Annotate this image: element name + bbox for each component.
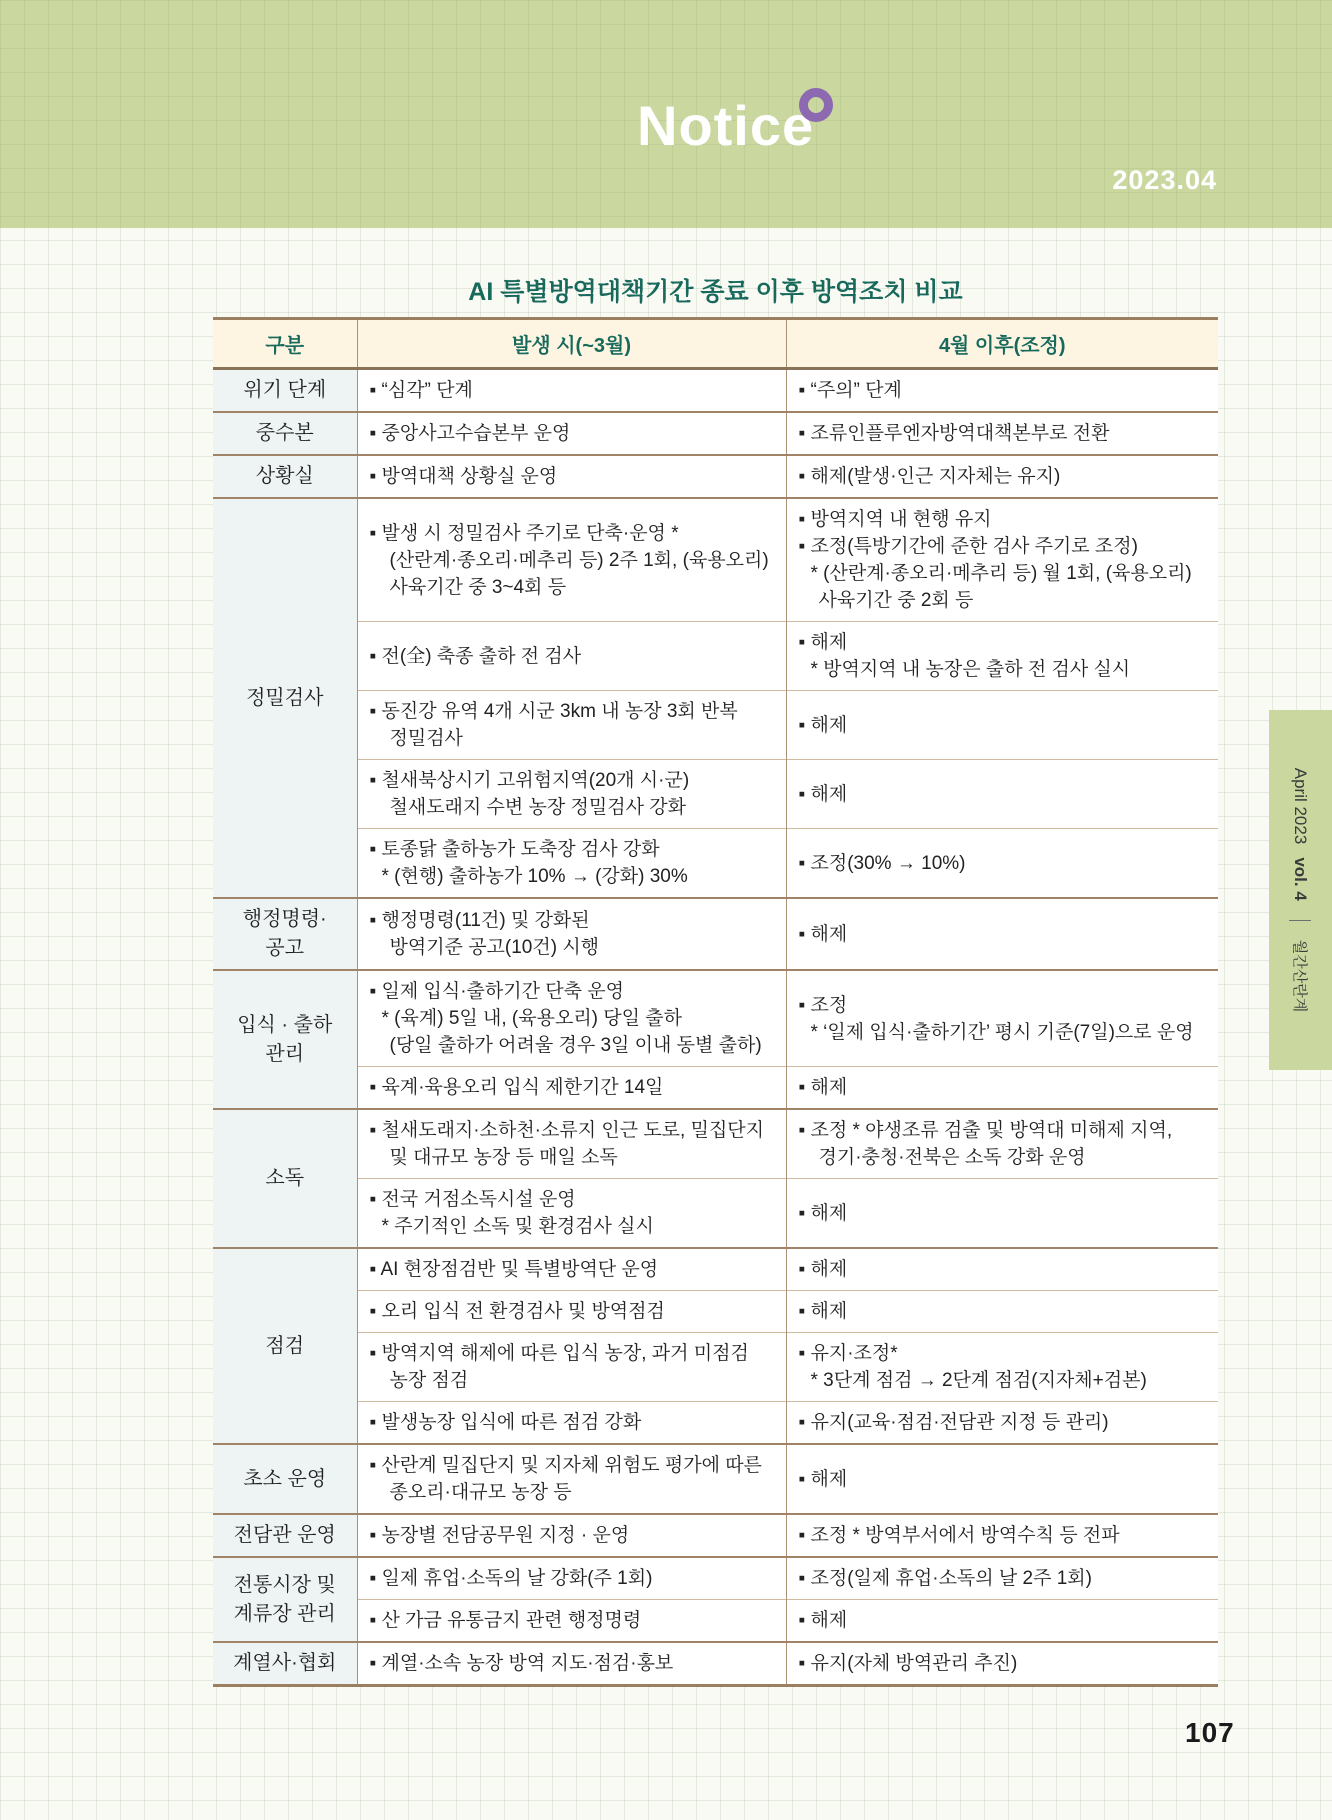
comparison-table — [213, 317, 1218, 1687]
category-cell — [213, 1248, 357, 1444]
category-cell — [213, 1109, 357, 1248]
table-row — [213, 898, 1218, 970]
col-header-before: 발생 시(~3월) — [357, 319, 786, 369]
after-measure-cell — [786, 1067, 1218, 1110]
category-cell — [213, 369, 357, 413]
after-measure-cell — [786, 455, 1218, 498]
text-line: 사육기간 중 2회 등 — [818, 590, 974, 611]
table-row — [213, 970, 1218, 1067]
after-measure-cell — [786, 1557, 1218, 1600]
category-label: 상황실 — [255, 465, 314, 487]
before-measure-cell — [357, 970, 786, 1067]
category-label: 행정명령· — [242, 908, 327, 930]
text-line: * (육계) 5일 내, (육용오리) 당일 출하 — [381, 1008, 682, 1029]
text-line: 및 대규모 농장 등 매일 소독 — [389, 1147, 618, 1168]
text-line: ▪ 조정(특방기간에 준한 검사 주기로 조정) — [798, 536, 1138, 557]
text-line: ▪ 조정(일제 휴업·소독의 날 2주 1회) — [798, 1568, 1092, 1589]
text-line: ▪ 발생농장 입식에 따른 점검 강화 — [369, 1412, 642, 1433]
table-row — [213, 1600, 1218, 1643]
text-line: ▪ 일제 입식·출하기간 단축 운영 — [369, 981, 624, 1002]
category-cell — [213, 898, 357, 970]
text-line: ▪ 해제 — [798, 714, 848, 736]
side-tab-divider — [1290, 920, 1312, 921]
category-cell — [213, 1642, 357, 1686]
category-label: 관리 — [265, 1042, 305, 1065]
text-line: 방역기준 공고(10건) 시행 — [389, 937, 600, 958]
table-row — [213, 455, 1218, 498]
text-line: ▪ 해제 — [798, 1301, 848, 1322]
text-line: ▪ 중앙사고수습본부 운영 — [369, 423, 571, 444]
before-measure-cell — [357, 1642, 786, 1686]
notice-logo: Notice — [637, 94, 815, 157]
text-line: (산란계·종오리·메추리 등) 2주 1회, (육용오리) — [389, 549, 769, 571]
text-line: ▪ 해제(발생·인근 지자체는 유지) — [798, 466, 1061, 487]
category-label: 정밀검사 — [246, 686, 324, 709]
category-label: 점검 — [265, 1334, 305, 1357]
after-measure-cell — [786, 1333, 1218, 1402]
before-measure-cell — [357, 1557, 786, 1600]
text-line: ▪ 일제 휴업·소독의 날 강화(주 1회) — [369, 1568, 653, 1589]
text-line: ▪ 방역대책 상황실 운영 — [369, 466, 558, 487]
text-line: ▪ 육계·육용오리 입식 제한기간 14일 — [369, 1077, 664, 1098]
page-header — [0, 0, 1332, 228]
text-line: 종오리·대규모 농장 등 — [389, 1482, 572, 1503]
text-line: ▪ 계열·소속 농장 방역 지도·점검·홍보 — [369, 1653, 674, 1674]
text-line: 정밀검사 — [389, 728, 463, 749]
text-line: ▪ 유지(교육·점검·전담관 지정 등 관리) — [798, 1412, 1109, 1433]
side-tab-magazine: 월간산란계 — [1291, 939, 1308, 1013]
category-cell — [213, 1444, 357, 1514]
table-row — [213, 829, 1218, 899]
category-cell — [213, 970, 357, 1109]
text-line: ▪ 행정명령(11건) 및 강화된 — [369, 910, 590, 931]
before-measure-cell — [357, 1514, 786, 1557]
table-row — [213, 1333, 1218, 1402]
text-line: ▪ 해제 — [798, 783, 848, 805]
before-measure-cell — [357, 829, 786, 899]
text-line: ▪ 농장별 전담공무원 지정 · 운영 — [369, 1525, 630, 1546]
text-line: ▪ 동진강 유역 4개 시군 3km 내 농장 3회 반복 — [369, 701, 738, 722]
table-header — [213, 319, 1218, 369]
text-line: ▪ 철새북상시기 고위험지역(20개 시·군) — [369, 770, 690, 791]
header-row — [213, 319, 1218, 369]
page-number: 107 — [1185, 1717, 1235, 1748]
table-row — [213, 1402, 1218, 1445]
after-measure-cell — [786, 369, 1218, 413]
table-body — [213, 369, 1218, 1686]
text-line: ▪ 해제 — [798, 923, 848, 945]
text-line: 농장 점검 — [389, 1370, 469, 1391]
table-row — [213, 691, 1218, 760]
table-title: AI 특별방역대책기간 종료 이후 방역조치 비교 — [468, 278, 963, 306]
text-line: * 3단계 점검 → 2단계 점검(지자체+검본) — [810, 1370, 1147, 1391]
text-line: * 방역지역 내 농장은 출하 전 검사 실시 — [810, 659, 1131, 680]
col-header-after: 4월 이후(조정) — [786, 319, 1218, 369]
after-measure-cell — [786, 1444, 1218, 1514]
after-measure-cell — [786, 1179, 1218, 1249]
text-line: ▪ 산란계 밀집단지 및 지자체 위험도 평가에 따른 — [369, 1455, 762, 1476]
text-line: * ‘일제 입식·출하기간’ 평시 기준(7일)으로 운영 — [810, 1021, 1194, 1043]
text-line: 경기·충청·전북은 소독 강화 운영 — [818, 1147, 1086, 1168]
col-header-category: 구분 — [213, 319, 357, 369]
before-measure-cell — [357, 898, 786, 970]
text-line: ▪ 방역지역 내 현행 유지 — [798, 509, 992, 530]
text-line: ▪ 산 가금 유통금지 관련 행정명령 — [369, 1610, 642, 1631]
before-measure-cell — [357, 455, 786, 498]
category-label: 위기 단계 — [243, 379, 327, 401]
text-line: ▪ 전(全) 축종 출하 전 검사 — [369, 645, 582, 667]
table-row — [213, 1109, 1218, 1179]
before-measure-cell — [357, 1291, 786, 1333]
text-line: ▪ 해제 — [798, 632, 848, 653]
before-measure-cell — [357, 760, 786, 829]
table-row — [213, 412, 1218, 455]
table-row — [213, 369, 1218, 413]
table-row — [213, 1557, 1218, 1600]
before-measure-cell — [357, 1067, 786, 1110]
text-line: ▪ AI 현장점검반 및 특별방역단 운영 — [369, 1259, 659, 1280]
text-line: ▪ 조정 — [798, 994, 848, 1016]
category-label: 공고 — [265, 937, 305, 959]
text-line: ▪ 해제 — [798, 1259, 848, 1280]
text-line: ▪ 해제 — [798, 1468, 848, 1490]
category-cell — [213, 498, 357, 898]
text-line: ▪ 해제 — [798, 1610, 848, 1631]
text-line: ▪ 유지(자체 방역관리 추진) — [798, 1653, 1018, 1674]
before-measure-cell — [357, 691, 786, 760]
before-measure-cell — [357, 369, 786, 413]
table-row — [213, 1179, 1218, 1249]
side-tab-volume: vol. 4 — [1291, 857, 1311, 901]
text-line: ▪ 오리 입식 전 환경검사 및 방역점검 — [369, 1301, 665, 1322]
before-measure-cell — [357, 1444, 786, 1514]
category-label: 전담관 운영 — [233, 1524, 336, 1546]
after-measure-cell — [786, 498, 1218, 622]
table-row — [213, 1444, 1218, 1514]
text-line: ▪ 방역지역 해제에 따른 입식 농장, 과거 미점검 — [369, 1343, 749, 1364]
text-line: ▪ 해제 — [798, 1077, 848, 1098]
ring-icon — [799, 88, 833, 122]
text-line: ▪ “주의” 단계 — [798, 380, 902, 401]
before-measure-cell — [357, 1248, 786, 1291]
after-measure-cell — [786, 1291, 1218, 1333]
text-line: ▪ 해제 — [798, 1202, 848, 1224]
before-measure-cell — [357, 1109, 786, 1179]
after-measure-cell — [786, 829, 1218, 899]
before-measure-cell — [357, 1402, 786, 1445]
text-line: (당일 출하가 어려울 경우 3일 이내 동별 출하) — [389, 1035, 762, 1056]
text-line: * (산란계·종오리·메추리 등) 월 1회, (육용오리) — [810, 563, 1192, 584]
after-measure-cell — [786, 1514, 1218, 1557]
text-line: ▪ 조정 * 방역부서에서 방역수칙 등 전파 — [798, 1525, 1120, 1546]
text-line: ▪ “심각” 단계 — [369, 380, 473, 401]
text-line: 사육기간 중 3~4회 등 — [389, 576, 567, 598]
category-label: 계류장 관리 — [233, 1602, 336, 1625]
side-tab-date: April 2023 — [1291, 767, 1311, 845]
text-line: * (현행) 출하농가 10% → (강화) 30% — [381, 866, 688, 887]
table-row — [213, 760, 1218, 829]
text-line: ▪ 발생 시 정밀검사 주기로 단축·운영 * — [369, 522, 679, 544]
text-line: ▪ 전국 거점소독시설 운영 — [369, 1189, 576, 1210]
table-row — [213, 1514, 1218, 1557]
before-measure-cell — [357, 1179, 786, 1249]
after-measure-cell — [786, 1402, 1218, 1445]
category-cell — [213, 412, 357, 455]
table-row — [213, 1067, 1218, 1110]
text-line: ▪ 토종닭 출하농가 도축장 검사 강화 — [369, 839, 660, 860]
after-measure-cell — [786, 1109, 1218, 1179]
after-measure-cell — [786, 412, 1218, 455]
category-label: 초소 운영 — [243, 1467, 327, 1490]
after-measure-cell — [786, 691, 1218, 760]
text-line: 철새도래지 수변 농장 정밀검사 강화 — [389, 797, 686, 818]
category-cell — [213, 455, 357, 498]
before-measure-cell — [357, 622, 786, 691]
table-row — [213, 1642, 1218, 1686]
text-line: ▪ 철새도래지·소하천·소류지 인근 도로, 밀집단지 — [369, 1120, 765, 1141]
category-label: 입식 · 출하 — [237, 1013, 333, 1036]
table-row — [213, 1291, 1218, 1333]
after-measure-cell — [786, 970, 1218, 1067]
text-line: * 주기적인 소독 및 환경검사 실시 — [381, 1216, 654, 1237]
before-measure-cell — [357, 1600, 786, 1643]
table-row — [213, 1248, 1218, 1291]
text-line: ▪ 조정 * 야생조류 검출 및 방역대 미해제 지역, — [798, 1120, 1173, 1141]
issue-date: 2023.04 — [1112, 165, 1217, 195]
text-line: ▪ 조류인플루엔자방역대책본부로 전환 — [798, 423, 1110, 444]
side-tab — [1269, 710, 1332, 1070]
after-measure-cell — [786, 1600, 1218, 1643]
after-measure-cell — [786, 1248, 1218, 1291]
after-measure-cell — [786, 622, 1218, 691]
table-row — [213, 498, 1218, 622]
after-measure-cell — [786, 760, 1218, 829]
category-label: 소독 — [265, 1167, 305, 1189]
before-measure-cell — [357, 1333, 786, 1402]
after-measure-cell — [786, 1642, 1218, 1686]
text-line: ▪ 조정(30% → 10%) — [798, 852, 966, 874]
before-measure-cell — [357, 498, 786, 622]
category-label: 중수본 — [255, 422, 314, 444]
text-line: ▪ 유지·조정* — [798, 1343, 898, 1364]
category-label: 전통시장 및 — [233, 1573, 336, 1596]
table-row — [213, 622, 1218, 691]
category-cell — [213, 1557, 357, 1642]
before-measure-cell — [357, 412, 786, 455]
category-cell — [213, 1514, 357, 1557]
category-label: 계열사·협회 — [233, 1652, 337, 1674]
after-measure-cell — [786, 898, 1218, 970]
